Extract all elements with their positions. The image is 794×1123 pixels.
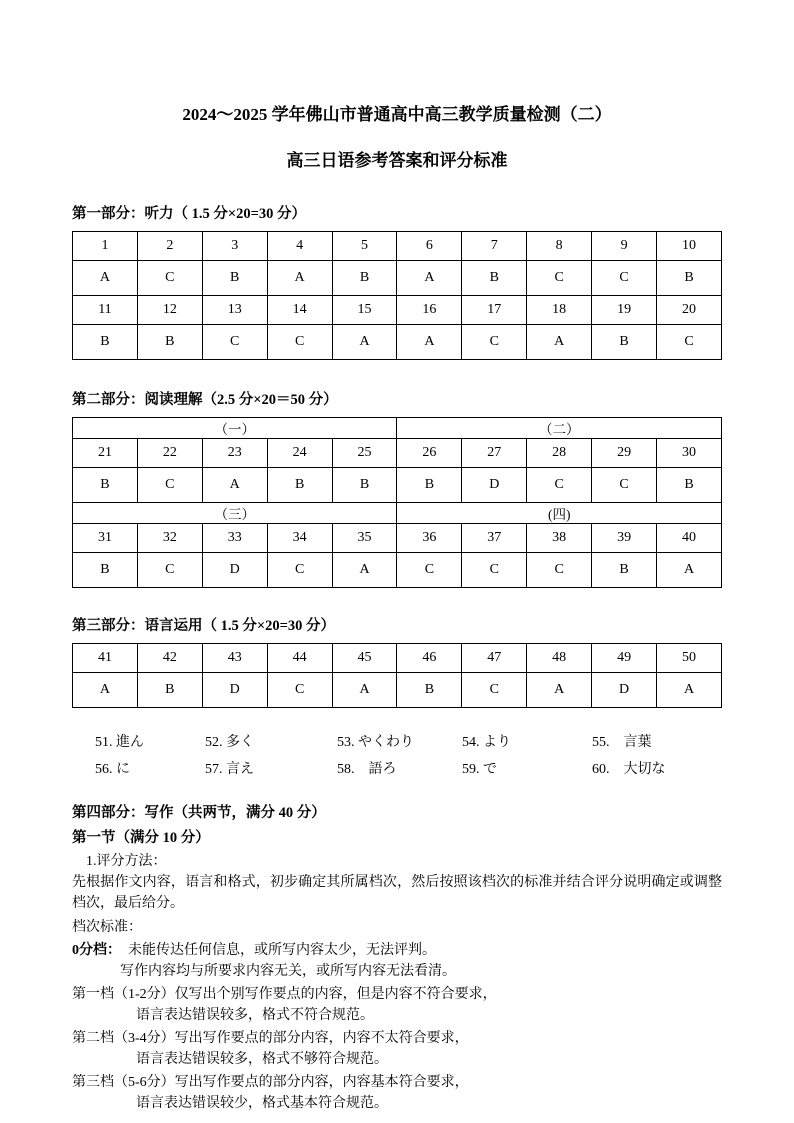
question-number-row	[73, 296, 722, 325]
answer-row	[73, 468, 722, 503]
table-cell: D	[202, 553, 267, 588]
table-cell: （一）	[73, 418, 397, 439]
table-cell: C	[137, 468, 202, 503]
fill-in-answer-53: 53. やくわり	[337, 735, 414, 750]
table-cell: A	[657, 553, 722, 588]
fill-in-answer-55: 55. 言葉	[592, 735, 652, 750]
criteria-text: 写出写作要点的部分内容，内容基本符合要求，	[174, 1075, 469, 1090]
table-cell: 29	[592, 439, 657, 468]
table-cell: C	[592, 468, 657, 503]
section2-heading: 第二部分：阅读理解（2.5 分×20＝50 分）	[72, 392, 338, 408]
table-cell: B	[267, 468, 332, 503]
table-cell: A	[202, 468, 267, 503]
answer-row	[73, 673, 722, 708]
criteria-grade-label: 第一档（1-2分）	[72, 987, 175, 1002]
table-cell: B	[462, 261, 527, 296]
reading-answer-table	[72, 417, 722, 588]
table-cell: C	[462, 325, 527, 360]
criteria-grade-label: 第二档（3-4分）	[72, 1031, 175, 1046]
scoring-method-label: 1.评分方法：	[86, 854, 167, 869]
fill-in-answers	[72, 734, 722, 779]
table-cell: B	[397, 673, 462, 708]
table-cell: 2	[137, 232, 202, 261]
table-cell: 28	[527, 439, 592, 468]
table-cell: A	[73, 673, 138, 708]
fill-in-answer-54: 54. より	[462, 735, 511, 750]
answer-row	[73, 261, 722, 296]
table-cell: B	[73, 468, 138, 503]
table-cell: A	[527, 325, 592, 360]
table-cell: B	[592, 325, 657, 360]
fill-in-answer-51: 51. 進ん	[95, 735, 144, 750]
table-cell: 16	[397, 296, 462, 325]
table-cell: C	[267, 673, 332, 708]
criteria-grade-label: 0分档：	[72, 943, 114, 958]
criteria-line	[72, 940, 722, 961]
criteria-line	[72, 984, 722, 1005]
criteria-continuation: 语言表达错误较多，格式不够符合规范。	[136, 1052, 388, 1067]
fill-in-row	[95, 761, 722, 779]
answer-row	[73, 553, 722, 588]
fill-in-row	[95, 734, 722, 752]
criteria-line	[72, 1072, 722, 1093]
table-cell: 24	[267, 439, 332, 468]
table-cell: 12	[137, 296, 202, 325]
table-cell: C	[527, 468, 592, 503]
section4-heading: 第四部分：写作（共两节，满分 40 分）	[72, 805, 326, 821]
table-cell: B	[592, 553, 657, 588]
table-cell: B	[73, 553, 138, 588]
answer-row	[73, 325, 722, 360]
criteria-continuation: 写作内容均与所要求内容无关，或所写内容无法看清。	[120, 964, 456, 979]
table-cell: 8	[527, 232, 592, 261]
table-cell: 39	[592, 524, 657, 553]
document-subtitle: 高三日语参考答案和评分标准	[286, 151, 508, 170]
fill-in-answer-52: 52. 多く	[205, 735, 254, 750]
criteria-text: 写出写作要点的部分内容，内容不太符合要求，	[174, 1031, 469, 1046]
table-cell: 48	[527, 644, 592, 673]
scoring-method-text: 先根据作文内容，语言和格式，初步确定其所属档次，然后按照该档次的标准并结合评分说明确定或调整档次，最后给分。	[72, 875, 722, 911]
table-cell: 19	[592, 296, 657, 325]
table-cell: 1	[73, 232, 138, 261]
table-cell: B	[397, 468, 462, 503]
table-cell: 26	[397, 439, 462, 468]
table-cell: C	[202, 325, 267, 360]
table-cell: 6	[397, 232, 462, 261]
table-cell: 5	[332, 232, 397, 261]
table-cell: 10	[657, 232, 722, 261]
table-cell: C	[527, 553, 592, 588]
table-cell: 36	[397, 524, 462, 553]
table-cell: 46	[397, 644, 462, 673]
table-cell: C	[527, 261, 592, 296]
table-cell: A	[397, 261, 462, 296]
table-cell: 18	[527, 296, 592, 325]
table-cell: C	[462, 673, 527, 708]
table-cell: C	[137, 261, 202, 296]
criteria-item-1	[72, 984, 722, 1026]
table-cell: 21	[73, 439, 138, 468]
table-cell: 13	[202, 296, 267, 325]
criteria-text: 未能传达任何信息，或所写内容太少，无法评判。	[114, 943, 436, 958]
table-cell: B	[202, 261, 267, 296]
table-cell: 43	[202, 644, 267, 673]
criteria-label: 档次标准：	[72, 920, 142, 935]
table-cell: A	[73, 261, 138, 296]
table-cell: （三）	[73, 503, 397, 524]
question-number-row	[73, 439, 722, 468]
table-cell: B	[137, 673, 202, 708]
table-cell: D	[462, 468, 527, 503]
table-cell: A	[332, 553, 397, 588]
listening-answer-table	[72, 231, 722, 360]
criteria-item-3	[72, 1072, 722, 1114]
criteria-line	[72, 1028, 722, 1049]
fill-in-answer-60: 60. 大切な	[592, 762, 666, 777]
table-cell: A	[397, 325, 462, 360]
table-cell: 32	[137, 524, 202, 553]
table-cell: 41	[73, 644, 138, 673]
table-cell: 31	[73, 524, 138, 553]
table-cell: 42	[137, 644, 202, 673]
criteria-item-0	[72, 940, 722, 982]
table-cell: 34	[267, 524, 332, 553]
fill-in-answer-59: 59. で	[462, 762, 497, 777]
section3-heading: 第三部分：语言运用（ 1.5 分×20=30 分）	[72, 618, 336, 634]
fill-in-answer-58: 58. 語ろ	[337, 762, 397, 777]
table-cell: 17	[462, 296, 527, 325]
language-answer-table	[72, 643, 722, 708]
table-cell: 47	[462, 644, 527, 673]
table-cell: 35	[332, 524, 397, 553]
table-cell: 11	[73, 296, 138, 325]
table-cell: 4	[267, 232, 332, 261]
table-cell: 40	[657, 524, 722, 553]
table-cell: B	[657, 261, 722, 296]
question-number-row	[73, 644, 722, 673]
table-cell: A	[332, 673, 397, 708]
criteria-continuation: 语言表达错误较少，格式基本符合规范。	[136, 1096, 388, 1111]
group-header-row	[73, 418, 722, 439]
table-cell: 33	[202, 524, 267, 553]
table-cell: 9	[592, 232, 657, 261]
question-number-row	[73, 524, 722, 553]
criteria-item-2	[72, 1028, 722, 1070]
question-number-row	[73, 232, 722, 261]
table-cell: 7	[462, 232, 527, 261]
fill-in-answer-57: 57. 言え	[205, 762, 254, 777]
table-cell: B	[332, 468, 397, 503]
table-cell: (四)	[397, 503, 722, 524]
criteria-text: 仅写出个别写作要点的内容，但是内容不符合要求，	[174, 987, 497, 1002]
table-cell: C	[657, 325, 722, 360]
group-header-row	[73, 503, 722, 524]
table-cell: B	[73, 325, 138, 360]
table-cell: A	[527, 673, 592, 708]
table-cell: 23	[202, 439, 267, 468]
fill-in-answer-56: 56. に	[95, 762, 130, 777]
table-cell: B	[137, 325, 202, 360]
table-cell: 50	[657, 644, 722, 673]
document-title: 2024～2025 学年佛山市普通高中高三教学质量检测（二）	[182, 105, 612, 124]
table-cell: B	[332, 261, 397, 296]
table-cell: 22	[137, 439, 202, 468]
table-cell: 30	[657, 439, 722, 468]
section1-heading: 第一部分：听力（ 1.5 分×20=30 分）	[72, 206, 307, 222]
table-cell: 38	[527, 524, 592, 553]
table-cell: C	[462, 553, 527, 588]
table-cell: A	[332, 325, 397, 360]
criteria-continuation: 语言表达错误较多，格式不符合规范。	[136, 1008, 374, 1023]
section4-part1-heading: 第一节（满分 10 分）	[72, 830, 210, 846]
table-cell: D	[202, 673, 267, 708]
table-cell: D	[592, 673, 657, 708]
table-cell: 3	[202, 232, 267, 261]
table-cell: A	[657, 673, 722, 708]
table-cell: 37	[462, 524, 527, 553]
table-cell: 25	[332, 439, 397, 468]
table-cell: 45	[332, 644, 397, 673]
table-cell: A	[267, 261, 332, 296]
table-cell: 14	[267, 296, 332, 325]
table-cell: 27	[462, 439, 527, 468]
table-cell: 44	[267, 644, 332, 673]
table-cell: 15	[332, 296, 397, 325]
table-cell: C	[592, 261, 657, 296]
table-cell: B	[657, 468, 722, 503]
table-cell: 49	[592, 644, 657, 673]
table-cell: C	[137, 553, 202, 588]
table-cell: C	[267, 325, 332, 360]
table-cell: （二）	[397, 418, 722, 439]
criteria-grade-label: 第三档（5-6分）	[72, 1075, 175, 1090]
table-cell: 20	[657, 296, 722, 325]
table-cell: C	[267, 553, 332, 588]
table-cell: C	[397, 553, 462, 588]
